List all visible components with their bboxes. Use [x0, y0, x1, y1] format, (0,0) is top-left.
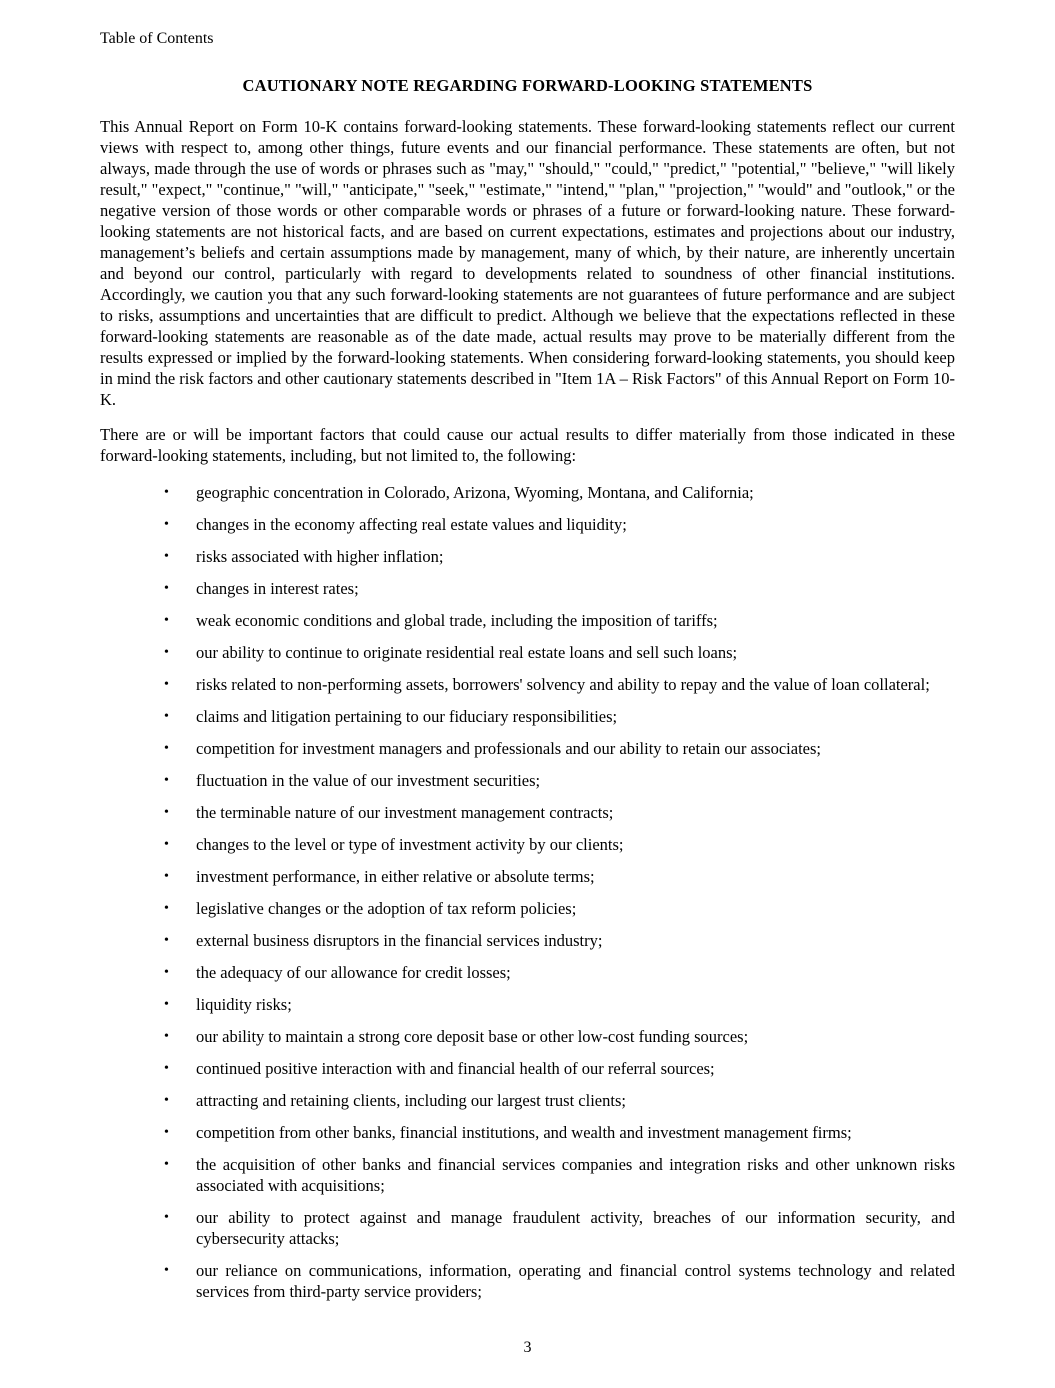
list-item: • liquidity risks;	[100, 994, 955, 1015]
list-item: • fluctuation in the value of our investment securities;	[100, 770, 955, 791]
list-item: • competition for investment managers and professionals and our ability to retain our associates;	[100, 738, 955, 759]
list-item: • changes to the level or type of investment activity by our clients;	[100, 834, 955, 855]
list-item: • our ability to maintain a strong core deposit base or other low-cost funding sources;	[100, 1026, 955, 1047]
list-item: • external business disruptors in the financial services industry;	[100, 930, 955, 951]
list-item: • the adequacy of our allowance for credit losses;	[100, 962, 955, 983]
list-item: • the terminable nature of our investment management contracts;	[100, 802, 955, 823]
page-title: CAUTIONARY NOTE REGARDING FORWARD-LOOKING STATEMENTS	[242, 76, 813, 95]
list-item: • risks associated with higher inflation;	[100, 546, 955, 567]
list-item: • our ability to continue to originate residential real estate loans and sell such loans;	[100, 642, 955, 663]
list-item: • risks related to non-performing assets, borrowers' solvency and ability to repay and the value of loan collateral;	[100, 674, 955, 695]
list-item: • attracting and retaining clients, including our largest trust clients;	[100, 1090, 955, 1111]
list-item: • our ability to protect against and manage fraudulent activity, breaches of our information security, and cybersecurity attacks;	[100, 1207, 955, 1249]
list-item: • changes in the economy affecting real estate values and liquidity;	[100, 514, 955, 535]
list-item: • geographic concentration in Colorado, Arizona, Wyoming, Montana, and California;	[100, 482, 955, 503]
list-item: • claims and litigation pertaining to our fiduciary responsibilities;	[100, 706, 955, 727]
list-item: • legislative changes or the adoption of tax reform policies;	[100, 898, 955, 919]
list-item: • investment performance, in either relative or absolute terms;	[100, 866, 955, 887]
intro-paragraph: This Annual Report on Form 10-K contains forward-looking statements. These forward-looking statements reflect our current views with respect to, among other things, future events and our financial performance. These statements are often, but not always, made through the use of words or phrases such as "may," "should," "could," "predict," "potential," "believe," "will likely result," "expect," "continue," "will," "anticipate," "seek," "estimate," "intend," "plan," "projection," "would" and "outlook," or the negative version of those words or other comparable words or phrases of a future or forward-looking nature. These forward-looking statements are not historical facts, and are based on current expectations, estimates and projections about our industry, management’s beliefs and certain assumptions made by management, many of which, by their nature, are inherently uncertain and beyond our control, particularly with regard to developments related to soundness of other financial institutions. Accordingly, we caution you that any such forward-looking statements are not guarantees of future performance and are subject to risks, assumptions and uncertainties that are difficult to predict. Although we believe that the expectations reflected in these forward-looking statements are reasonable as of the date made, actual results may prove to be materially different from the results expressed or implied by the forward-looking statements. When considering forward-looking statements, you should keep in mind the risk factors and other cautionary statements described in "Item 1A – Risk Factors" of this Annual Report on Form 10-K.	[100, 117, 955, 409]
list-item: • continued positive interaction with and financial health of our referral sources;	[100, 1058, 955, 1079]
list-item: • the acquisition of other banks and financial services companies and integration risks and other unknown risks associated with acquisitions;	[100, 1154, 955, 1196]
risk-factors-list	[100, 482, 955, 1313]
table-of-contents-link[interactable]: Table of Contents	[100, 30, 214, 47]
list-item: • changes in interest rates;	[100, 578, 955, 599]
list-item: • our reliance on communications, information, operating and financial control systems technology and related services from third-party service providers;	[100, 1260, 955, 1302]
list-item: • competition from other banks, financial institutions, and wealth and investment management firms;	[100, 1122, 955, 1143]
list-item: • weak economic conditions and global trade, including the imposition of tariffs;	[100, 610, 955, 631]
factors-intro-paragraph: There are or will be important factors that could cause our actual results to differ materially from those indicated in these forward-looking statements, including, but not limited to, the following:	[100, 425, 955, 465]
page-number: 3	[523, 1339, 532, 1356]
